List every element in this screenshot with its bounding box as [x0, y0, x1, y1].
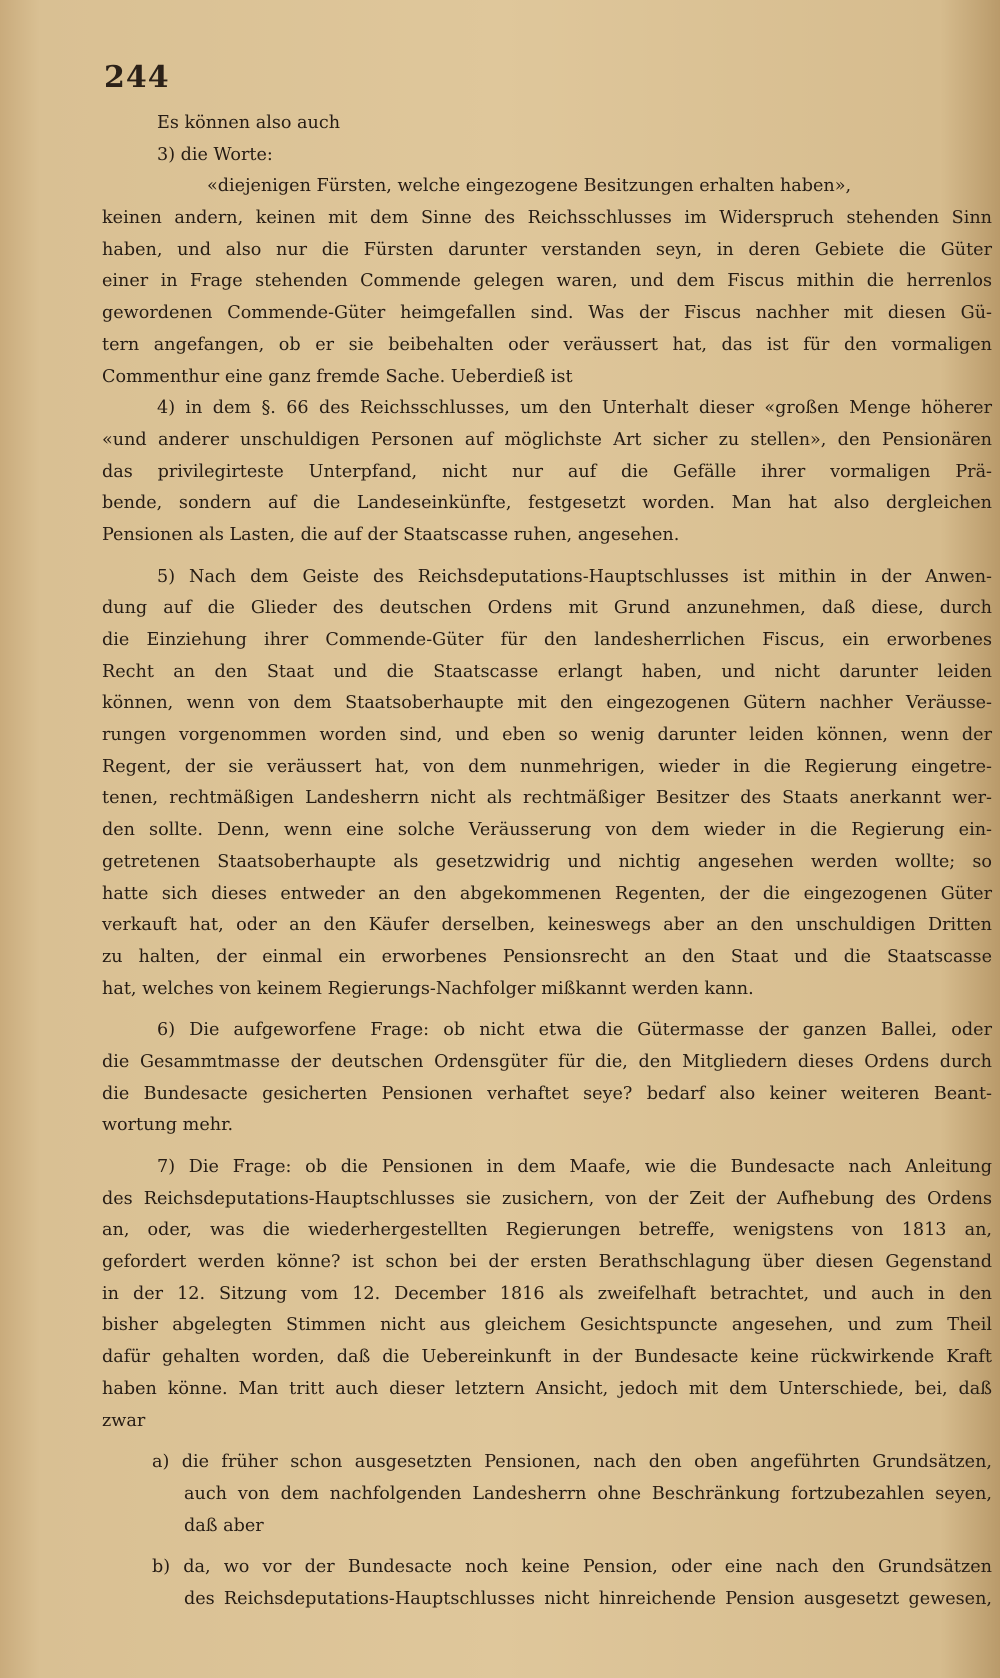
text-line: daß aber	[184, 1515, 264, 1536]
text-line: verkauft hat, oder an den Käufer derselben, keineswegs aber an den unschuldigen Dritten	[102, 915, 992, 936]
page-number: 244	[104, 60, 170, 95]
text-line: den sollte. Denn, wenn eine solche Veräusserung von dem wieder in die Regierung ein-	[102, 820, 992, 841]
text-line: die Gesammtmasse der deutschen Ordensgüter für die, den Mitgliedern dieses Ordens durch	[102, 1051, 992, 1072]
text-line: Es können also auch	[157, 113, 341, 133]
text-line: tenen, rechtmäßigen Landesherrn nicht als rechtmäßiger Besitzer des Staats anerkannt wer-	[102, 788, 992, 809]
text-line: a) die früher schon ausgesetzten Pensionen, nach den oben angeführten Grundsätzen,	[152, 1452, 992, 1473]
text-line: wortung mehr.	[102, 1115, 234, 1136]
text-line: des Reichsdeputations-Hauptschlusses sie zusichern, von der Zeit der Aufhebung des Ordens	[102, 1188, 992, 1209]
text-line: haben, und also nur die Fürsten darunter verstanden seyn, in deren Gebiete die Güter	[102, 239, 992, 260]
text-line: auch von dem nachfolgenden Landesherrn ohne Beschränkung fortzubezahlen seyen,	[184, 1483, 992, 1504]
text-line: rungen vorgenommen worden sind, und eben so wenig darunter leiden können, wenn der	[102, 725, 992, 746]
text-line: dung auf die Glieder des deutschen Ordens mit Grund anzunehmen, daß diese, durch	[102, 598, 992, 619]
text-line: b) da, wo vor der Bundesacte noch keine Pension, oder eine nach den Grundsätzen	[152, 1557, 992, 1578]
text-line: das privilegirteste Unterpfand, nicht nur auf die Gefälle ihrer vormaligen Prä-	[102, 461, 992, 482]
text-line: tern angefangen, ob er sie beibehalten oder veräussert hat, das ist für den vormaligen	[102, 334, 992, 355]
text-line: Commenthur eine ganz fremde Sache. Ueberdieß ist	[102, 366, 573, 387]
text-line: zwar	[102, 1410, 146, 1431]
text-line: bende, sondern auf die Landeseinkünfte, festgesetzt worden. Man hat also dergleichen	[102, 493, 992, 514]
text-line: gewordenen Commende-Güter heimgefallen sind. Was der Fiscus nachher mit diesen Gü-	[102, 303, 992, 324]
text-line: bisher abgelegten Stimmen nicht aus gleichem Gesichtspuncte angesehen, und zum Theil	[102, 1315, 992, 1336]
text-line: einer in Frage stehenden Commende gelegen waren, und dem Fiscus mithin die herrenlos	[102, 271, 992, 292]
text-line: des Reichsdeputations-Hauptschlusses nicht hinreichende Pension ausgesetzt gewesen,	[184, 1588, 992, 1609]
text-line: gefordert werden könne? ist schon bei der ersten Berathschlagung über diesen Gegenstand	[102, 1252, 992, 1273]
text-line: in der 12. Sitzung vom 12. December 1816 als zweifelhaft betrachtet, und auch in den	[102, 1283, 992, 1304]
text-line: keinen andern, keinen mit dem Sinne des Reichsschlusses im Widerspruch stehenden Sinn	[102, 208, 992, 229]
text-line: Pensionen als Lasten, die auf der Staatscasse ruhen, angesehen.	[102, 524, 680, 545]
text-line: haben könne. Man tritt auch dieser letztern Ansicht, jedoch mit dem Unterschiede, bei, daß	[102, 1378, 992, 1399]
text-line: können, wenn von dem Staatsoberhaupte mit den eingezogenen Gütern nachher Veräusse-	[102, 693, 992, 714]
text-line: zu halten, der einmal ein erworbenes Pensionsrecht an den Staat und die Staatscasse	[102, 946, 992, 967]
text-line: hatte sich dieses entweder an den abgekommenen Regenten, der die eingezogenen Güter	[102, 883, 992, 904]
body-text	[102, 108, 992, 1616]
text-line: dafür gehalten worden, daß die Uebereinkunft in der Bundesacte keine rückwirkende Kraft	[102, 1347, 992, 1368]
text-line: «und anderer unschuldigen Personen auf möglichste Art sicher zu stellen», den Pensionären	[102, 429, 992, 450]
text-line: 7) Die Frage: ob die Pensionen in dem Maafe, wie die Bundesacte nach Anleitung	[157, 1157, 992, 1177]
text-line: 4) in dem §. 66 des Reichsschlusses, um den Unterhalt dieser «großen Menge höherer	[157, 398, 992, 419]
text-line: 6) Die aufgeworfene Frage: ob nicht etwa die Gütermasse der ganzen Ballei, oder	[157, 1020, 992, 1041]
text-line: die Einziehung ihrer Commende-Güter für den landesherrlichen Fiscus, ein erworbenes	[102, 630, 992, 650]
text-line: Recht an den Staat und die Staatscasse erlangt haben, und nicht darunter leiden	[102, 661, 992, 682]
text-line: 5) Nach dem Geiste des Reichsdeputations-Hauptschlusses ist mithin in der Anwen-	[157, 566, 992, 587]
text-line: getretenen Staatsoberhaupte als gesetzwidrig und nichtig angesehen werden wollte; so	[102, 851, 992, 872]
text-line: Regent, der sie veräussert hat, von dem nunmehrigen, wieder in die Regierung eingetre-	[102, 756, 992, 777]
text-line: die Bundesacte gesicherten Pensionen verhaftet seye? bedarf also keiner weiteren Beant-	[102, 1083, 992, 1104]
text-line: hat, welches von keinem Regierungs-Nachfolger mißkannt werden kann.	[102, 978, 754, 999]
text-line: 3) die Worte:	[157, 144, 273, 165]
text-line: «diejenigen Fürsten, welche eingezogene Besitzungen erhalten haben»,	[207, 176, 852, 197]
text-line: an, oder, was die wiederhergestellten Regierungen betreffe, wenigstens von 1813 an,	[102, 1220, 992, 1241]
